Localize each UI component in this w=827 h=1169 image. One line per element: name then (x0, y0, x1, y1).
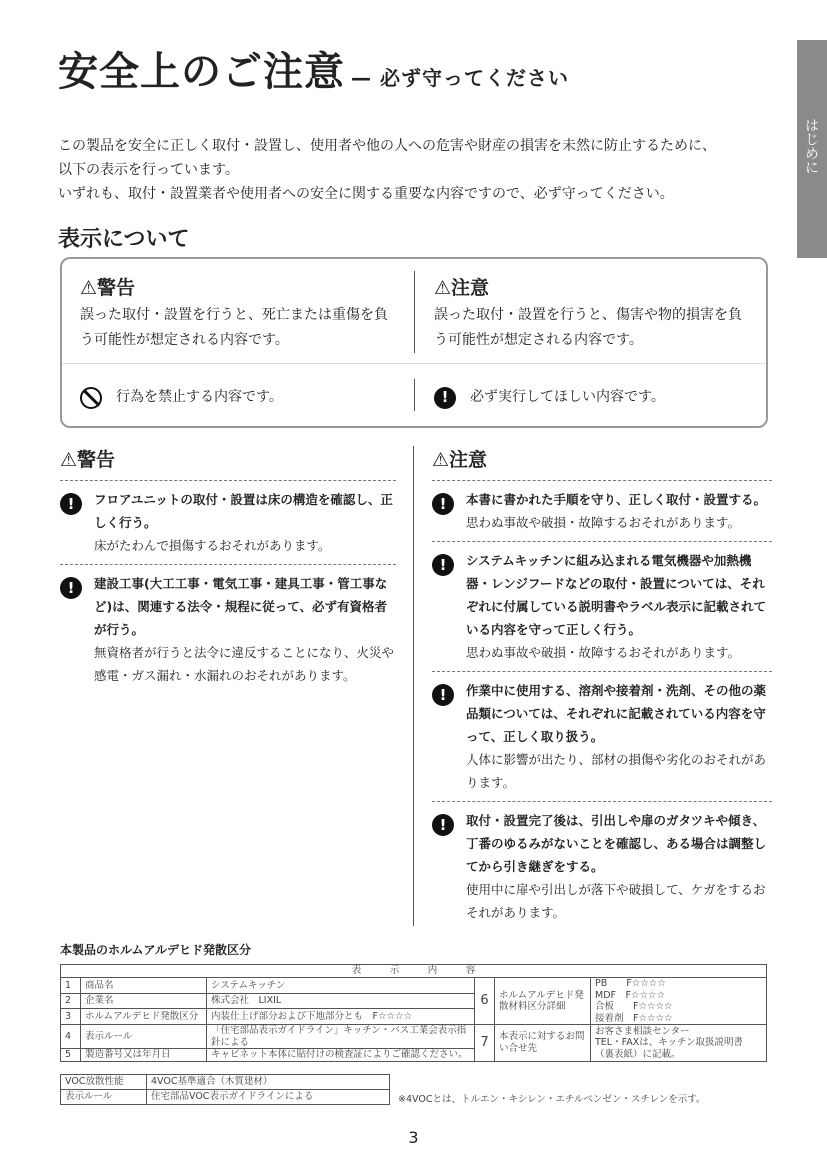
cell: 製造番号又は年月日 (81, 1049, 207, 1062)
cell-line: TEL・FAXは、キッチン取扱説明書 (595, 1037, 744, 1048)
cell: ホルムアルデヒド発散材料区分詳細 (495, 978, 591, 1025)
cell: 表示ルール (81, 1025, 207, 1049)
intro-line: この製品を安全に正しく取付・設置し、使用者や他の人への危害や財産の損害を未然に防止するために、 (58, 138, 716, 154)
intro-line: いずれも、取付・設置業者や使用者への安全に関する重要な内容ですので、必ず守ってください。 (58, 186, 674, 202)
table-row (61, 1025, 767, 1049)
item-reason: 人体に影響が出たり、部材の損傷や劣化のおそれがあります。 (466, 752, 767, 790)
cell: 株式会社 LIXIL (207, 993, 475, 1009)
intro-line: 以下の表示を行っています。 (58, 162, 239, 178)
cell: 5 (61, 1049, 81, 1062)
section-heading: 表示について (58, 227, 190, 252)
cell: 本表示に対するお問い合せ先 (495, 1025, 591, 1062)
exclamation-icon: ! (434, 387, 456, 409)
warning-description: 誤った取付・設置を行うと、死亡または重傷を負う可能性が想定される内容です。 (80, 307, 388, 348)
symbol-legend-box (60, 257, 768, 428)
cell: 4VOC基準適合（木質建材） (147, 1074, 390, 1089)
item-instruction: 作業中に使用する、溶剤や接着剤・洗剤、その他の薬品類については、それぞれに記載されている内容を守って、正しく取り扱う。 (466, 683, 767, 744)
table-header: 表 示 内 容 (61, 965, 767, 978)
title-text: 安全上のご注意 (58, 49, 345, 95)
table-title: 本製品のホルムアルデヒド発散区分 (60, 943, 252, 957)
warning-item (60, 565, 396, 694)
warning-label: ⚠警告 (80, 277, 136, 299)
cell: VOC放散性能 (61, 1074, 147, 1089)
caution-item (432, 672, 772, 802)
voc-table (60, 1074, 390, 1105)
item-reason: 床がたわんで損傷するおそれがあります。 (94, 538, 331, 553)
item-reason: 無資格者が行うと法令に違反することになり、火災や感電・ガス漏れ・水漏れのおそれがあります。 (94, 645, 395, 683)
footnote: ※4VOCとは、トルエン・キシレン・エチルベンゼン・スチレンを示す。 (398, 1093, 706, 1105)
exclamation-icon: ! (432, 684, 454, 706)
cell: 表示ルール (61, 1089, 147, 1104)
cell: システムキッチン (207, 978, 475, 994)
cell: 「住宅部品表示ガイドライン」キッチン・バス工業会表示指針による (207, 1025, 475, 1049)
item-reason: 思わぬ事故や破損・故障するおそれがあります。 (466, 515, 741, 530)
caution-heading: ⚠注意 (432, 445, 772, 481)
caution-item (432, 481, 772, 542)
caution-item (432, 542, 772, 672)
table-row (61, 978, 767, 994)
warning-item (60, 481, 396, 565)
item-instruction: 本書に書かれた手順を守り、正しく取付・設置する。 (466, 492, 767, 507)
warning-heading: ⚠警告 (60, 445, 396, 481)
cell: 1 (61, 978, 81, 994)
cell-line: 合板 F☆☆☆☆ (595, 1001, 673, 1012)
caution-section (432, 445, 772, 931)
formaldehyde-section (60, 941, 770, 1105)
formaldehyde-table (60, 964, 767, 1062)
item-instruction: 建設工事(大工工事・電気工事・建具工事・管工事など)は、関連する法令・規程に従って、必ず有資格者が行う。 (94, 576, 388, 637)
caution-item (432, 802, 772, 931)
item-reason: 使用中に扉や引出しが落下や破損して、ケガをするおそれがあります。 (466, 882, 766, 920)
cell: 4 (61, 1025, 81, 1049)
warning-section (60, 445, 396, 694)
caution-label: ⚠注意 (434, 277, 490, 299)
cell: 7 (475, 1025, 495, 1062)
exclamation-icon: ! (60, 493, 82, 515)
prohibited-icon (80, 387, 102, 409)
cell-line: お客さま相談センター (595, 1025, 690, 1037)
cell-line: MDF F☆☆☆☆ (595, 989, 666, 1001)
cell: ホルムアルデヒド発散区分 (81, 1009, 207, 1025)
intro-text (58, 134, 778, 206)
cell: 3 (61, 1009, 81, 1025)
cell-line: PB F☆☆☆☆ (595, 978, 666, 989)
cell-line: 接着剤 F☆☆☆☆ (595, 1012, 673, 1024)
cell: キャビネット本体に貼付けの検査証によりご確認ください。 (207, 1049, 475, 1062)
caution-description: 誤った取付・設置を行うと、傷害や物的損害を負う可能性が想定される内容です。 (434, 307, 742, 348)
item-instruction: 取付・設置完了後は、引出しや扉のガタツキや傾き、丁番のゆるみがないことを確認し、ある場合は調整してから引き継ぎをする。 (466, 813, 767, 874)
item-reason: 思わぬ事故や破損・故障するおそれがあります。 (466, 645, 741, 660)
table-row (61, 1074, 390, 1089)
mandatory-description: 必ず実行してほしい内容です。 (470, 389, 665, 405)
exclamation-icon: ! (432, 493, 454, 515)
item-instruction: システムキッチンに組み込まれる電気機器や加熱機器・レンジフードなどの取付・設置については、それぞれに付属している説明書やラベル表示に記載されている内容を守って正しく行う。 (466, 553, 767, 637)
exclamation-icon: ! (432, 814, 454, 836)
page-number: 3 (408, 1128, 419, 1147)
table-row (61, 1089, 390, 1104)
cell: 6 (475, 978, 495, 1025)
exclamation-icon: ! (432, 554, 454, 576)
cell: 2 (61, 993, 81, 1009)
section-tab: はじめに (797, 40, 827, 258)
cell: 商品名 (81, 978, 207, 994)
page-title (58, 40, 569, 97)
item-instruction: フロアユニットの取付・設置は床の構造を確認し、正しく行う。 (94, 492, 393, 530)
cell-line: （裏表紙）に記載。 (595, 1048, 681, 1060)
subtitle: — 必ず守ってください (351, 66, 569, 90)
cell: 住宅部品VOC表示ガイドラインによる (147, 1089, 390, 1104)
exclamation-icon: ! (60, 577, 82, 599)
prohibit-description: 行為を禁止する内容です。 (116, 389, 283, 405)
cell: 企業名 (81, 993, 207, 1009)
cell: 内装仕上げ部分および下地部分とも F☆☆☆☆ (207, 1009, 475, 1025)
